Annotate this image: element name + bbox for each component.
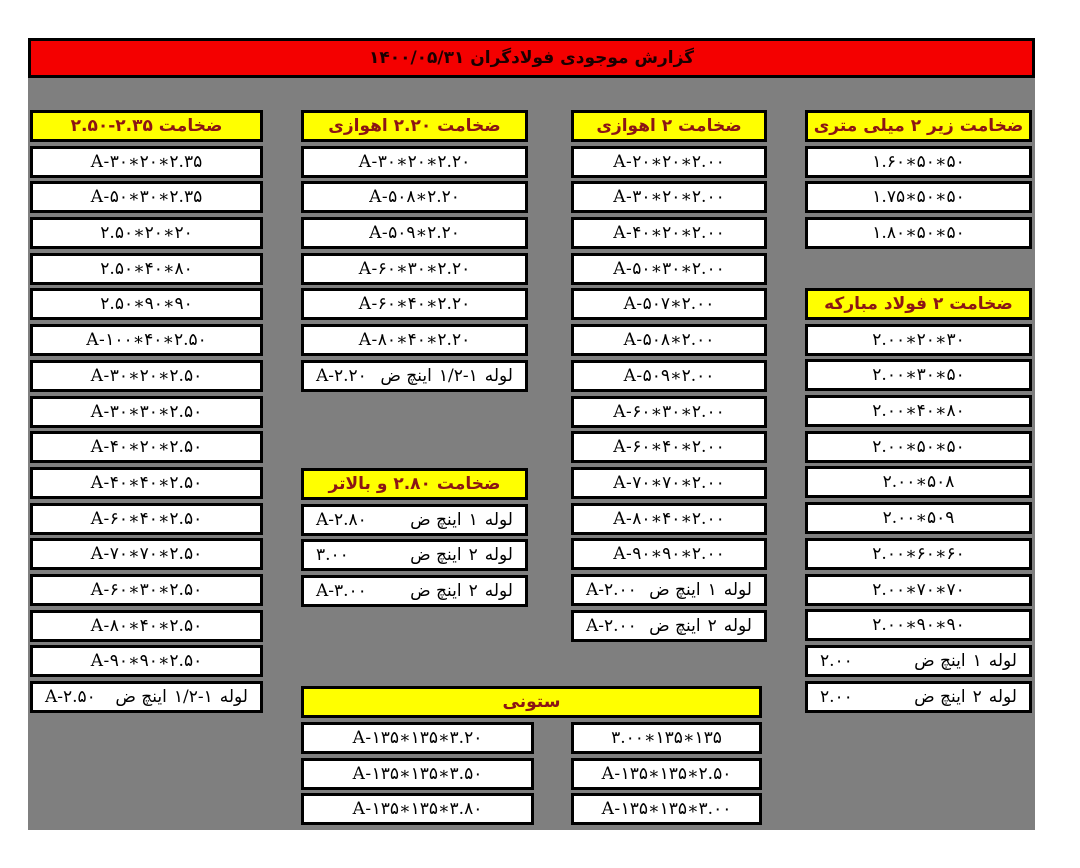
- pipe-thickness-value: ۳.۰۰: [316, 545, 349, 566]
- pipe-unit: اینچ ض: [914, 686, 966, 707]
- table-thickness-2.20-ahvazi: [301, 110, 528, 396]
- table-row: ۲.۵۰∗۴۰∗۸۰: [30, 253, 263, 285]
- table-row: ۲.۰۰∗۵۰∗۵۰: [805, 431, 1032, 463]
- table-row-pipe: [571, 610, 767, 642]
- table-row-pipe: [571, 574, 767, 606]
- table-row: A-۶۰∗۳۰∗۲.۲۰: [301, 253, 528, 285]
- table-row: A-۵۰∗۳۰∗۲.۰۰: [571, 253, 767, 285]
- pipe-thickness-value: A-۲.۵۰: [45, 687, 96, 707]
- table-row: ۲.۰۰∗۲۰∗۳۰: [805, 324, 1032, 356]
- table-row: ۲.۰۰∗۹۰∗۹۰: [805, 609, 1032, 641]
- pipe-inch-size: ۲: [707, 615, 717, 636]
- table-row-pipe: [805, 681, 1032, 713]
- pipe-unit: اینچ ض: [410, 581, 462, 602]
- table-row: A-۱۳۵∗۱۳۵∗۳.۸۰: [301, 793, 534, 825]
- table-sotooni-left: [301, 722, 534, 829]
- table-row-pipe: [301, 504, 528, 536]
- table-thickness-2.35-2.50: [30, 110, 263, 717]
- table-row: A-۱۳۵∗۱۳۵∗۳.۲۰: [301, 722, 534, 754]
- pipe-word: لوله: [219, 687, 248, 707]
- pipe-unit: اینچ ض: [380, 365, 432, 386]
- table-row: A-۶۰∗۳۰∗۲.۰۰: [571, 396, 767, 428]
- pipe-inch-size: ۱: [707, 579, 717, 600]
- table-row: A-۸۰∗۴۰∗۲.۵۰: [30, 610, 263, 642]
- pipe-thickness-value: A-۲.۲۰: [316, 365, 367, 386]
- table-row: A-۳۰∗۲۰∗۲.۰۰: [571, 181, 767, 213]
- table-row: A-۳۰∗۲۰∗۲.۲۰: [301, 146, 528, 178]
- table-row: ۲.۰۰∗۶۰∗۶۰: [805, 538, 1032, 570]
- table-row: ۲.۰۰∗۵۰۹: [805, 502, 1032, 534]
- pipe-label: [914, 651, 1017, 671]
- table-row: A-۹۰∗۹۰∗۲.۵۰: [30, 645, 263, 677]
- table-row: A-۵۰۸∗۲.۲۰: [301, 181, 528, 213]
- pipe-label: [115, 687, 248, 707]
- pipe-thickness-value: A-۲.۸۰: [316, 509, 367, 530]
- table-row: A-۵۰۷∗۲.۰۰: [571, 288, 767, 320]
- table-row: A-۳۰∗۲۰∗۲.۳۵: [30, 146, 263, 178]
- report-title: گزارش موجودی فولادگران ۱۴۰۰/۰۵/۳۱: [368, 48, 695, 68]
- pipe-unit: اینچ ض: [649, 579, 701, 600]
- pipe-unit: اینچ ض: [914, 650, 966, 671]
- table-row: ۱.۶۰∗۵۰∗۵۰: [805, 146, 1032, 178]
- table-header: ضخامت ۲.۲۰ اهوازی: [301, 110, 528, 142]
- pipe-label: [410, 581, 513, 601]
- table-row: ۱.۸۰∗۵۰∗۵۰: [805, 217, 1032, 249]
- pipe-word: لوله: [723, 615, 752, 636]
- pipe-label: [410, 510, 513, 530]
- pipe-unit: اینچ ض: [649, 615, 701, 636]
- table-row: ۳.۰۰∗۱۳۵∗۱۳۵: [571, 722, 762, 754]
- table-row: A-۶۰∗۴۰∗۲.۲۰: [301, 288, 528, 320]
- table-row-pipe: [301, 539, 528, 571]
- table-row: A-۳۰∗۳۰∗۲.۵۰: [30, 396, 263, 428]
- table-header: ضخامت ۲ اهوازی: [571, 110, 767, 142]
- table-row: A-۸۰∗۴۰∗۲.۰۰: [571, 503, 767, 535]
- pipe-label: [649, 580, 752, 600]
- pipe-unit: اینچ ض: [115, 687, 167, 707]
- table-row: ۲.۰۰∗۵۰۸: [805, 466, 1032, 498]
- table-row: A-۴۰∗۲۰∗۲.۵۰: [30, 431, 263, 463]
- pipe-inch-size: ۱/۲-۱: [173, 687, 213, 707]
- pipe-inch-size: ۲: [972, 686, 982, 707]
- table-row: A-۸۰∗۴۰∗۲.۲۰: [301, 324, 528, 356]
- table-thickness-2-ahvazi: [571, 110, 767, 645]
- pipe-inch-size: ۱: [972, 650, 982, 671]
- pipe-word: لوله: [484, 509, 513, 530]
- table-row-pipe: [30, 681, 263, 713]
- pipe-inch-size: ۲: [468, 581, 478, 602]
- table-row: A-۳۰∗۲۰∗۲.۵۰: [30, 360, 263, 392]
- pipe-label: [380, 366, 513, 386]
- pipe-inch-size: ۱/۲-۱: [438, 365, 478, 386]
- table-row: ۲.۵۰∗۹۰∗۹۰: [30, 288, 263, 320]
- table-header: ضخامت زیر ۲ میلی متری: [805, 110, 1032, 142]
- table-row: A-۱۳۵∗۱۳۵∗۲.۵۰: [571, 758, 762, 790]
- table-row: A-۶۰∗۴۰∗۲.۵۰: [30, 503, 263, 535]
- pipe-word: لوله: [484, 545, 513, 566]
- table-row: ۲.۵۰∗۲۰∗۲۰: [30, 217, 263, 249]
- table-row: A-۶۰∗۴۰∗۲.۰۰: [571, 431, 767, 463]
- table-header: ضخامت ۲.۸۰ و بالاتر: [301, 468, 528, 500]
- pipe-word: لوله: [988, 686, 1017, 707]
- table-row: A-۱۰۰∗۴۰∗۲.۵۰: [30, 324, 263, 356]
- table-thickness-under-2mm: [805, 110, 1032, 253]
- table-row: A-۹۰∗۹۰∗۲.۰۰: [571, 538, 767, 570]
- pipe-inch-size: ۲: [468, 545, 478, 566]
- pipe-unit: اینچ ض: [410, 509, 462, 530]
- table-thickness-2.80-and-above: [301, 468, 528, 611]
- table-row: A-۱۳۵∗۱۳۵∗۳.۰۰: [571, 793, 762, 825]
- table-row: A-۷۰∗۷۰∗۲.۵۰: [30, 538, 263, 570]
- pipe-thickness-value: A-۲.۰۰: [586, 615, 637, 636]
- pipe-label: [410, 545, 513, 565]
- pipe-unit: اینچ ض: [410, 545, 462, 566]
- table-row-pipe: [301, 360, 528, 392]
- table-row: ۲.۰۰∗۴۰∗۸۰: [805, 395, 1032, 427]
- table-row: A-۶۰∗۳۰∗۲.۵۰: [30, 574, 263, 606]
- table-header: ضخامت ۲ فولاد مبارکه: [805, 288, 1032, 320]
- table-thickness-2-foolad-mobarakeh: [805, 288, 1032, 716]
- table-row: A-۲۰∗۲۰∗۲.۰۰: [571, 146, 767, 178]
- table-sotooni-right: [571, 722, 762, 829]
- table-row-pipe: [301, 575, 528, 607]
- table-row: A-۱۳۵∗۱۳۵∗۳.۵۰: [301, 758, 534, 790]
- pipe-thickness-value: ۲.۰۰: [820, 686, 853, 707]
- table-row: A-۵۰۹∗۲.۰۰: [571, 360, 767, 392]
- table-row: A-۵۰∗۳۰∗۲.۳۵: [30, 181, 263, 213]
- pipe-thickness-value: A-۳.۰۰: [316, 581, 367, 602]
- pipe-word: لوله: [484, 581, 513, 602]
- pipe-label: [649, 616, 752, 636]
- sotooni-section-header: ستونی: [301, 686, 762, 718]
- pipe-word: لوله: [484, 365, 513, 386]
- pipe-word: لوله: [988, 650, 1017, 671]
- table-row: A-۵۰۹∗۲.۲۰: [301, 217, 528, 249]
- pipe-word: لوله: [723, 579, 752, 600]
- table-row: ۲.۰۰∗۷۰∗۷۰: [805, 574, 1032, 606]
- table-header: ضخامت ۲.۳۵-۲.۵۰: [30, 110, 263, 142]
- pipe-inch-size: ۱: [468, 509, 478, 530]
- table-row: ۱.۷۵∗۵۰∗۵۰: [805, 181, 1032, 213]
- table-row: A-۴۰∗۲۰∗۲.۰۰: [571, 217, 767, 249]
- table-row: A-۵۰۸∗۲.۰۰: [571, 324, 767, 356]
- pipe-thickness-value: A-۲.۰۰: [586, 579, 637, 600]
- pipe-label: [914, 687, 1017, 707]
- table-row-pipe: [805, 645, 1032, 677]
- report-banner: [28, 38, 1035, 78]
- table-row: ۲.۰۰∗۳۰∗۵۰: [805, 359, 1032, 391]
- pipe-thickness-value: ۲.۰۰: [820, 650, 853, 671]
- table-row: A-۴۰∗۴۰∗۲.۵۰: [30, 467, 263, 499]
- table-row: A-۷۰∗۷۰∗۲.۰۰: [571, 467, 767, 499]
